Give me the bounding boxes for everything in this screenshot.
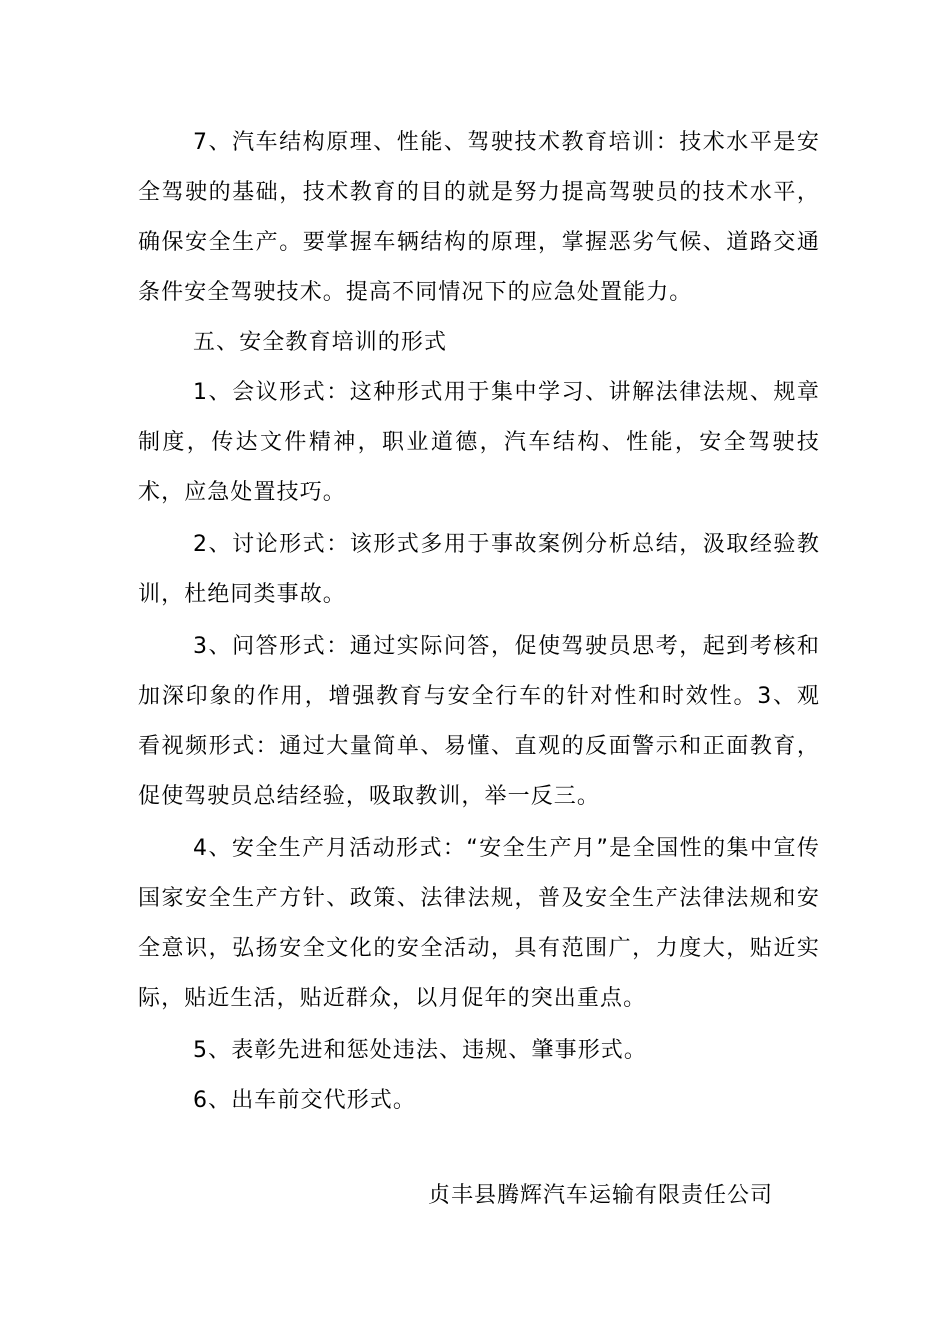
paragraph-6-pre-departure-form: 6、出车前交代形式。 — [193, 1088, 416, 1113]
section-heading-training-forms: 五、安全教育培训的形式 — [193, 330, 448, 355]
paragraph-5-commendation-form: 5、表彰先进和惩处违法、违规、肇事形式。 — [193, 1038, 647, 1063]
document-body — [138, 118, 820, 1126]
paragraph-1-meeting-form: 1、会议形式：这种形式用于集中学习、讲解法律法规、规章制度，传达文件精神，职业道德，汽车结构、性能，安全驾驶技术，应急处置技巧。 — [138, 380, 820, 505]
paragraph-7-vehicle-training: 7、汽车结构原理、性能、驾驶技术教育培训：技术水平是安全驾驶的基础，技术教育的目的就是努力提高驾驶员的技术水平，确保安全生产。要掌握车辆结构的原理，掌握恶劣气候、道路交通条件安全驾驶技术。提高不同情况下的应急处置能力。 — [138, 130, 820, 305]
company-signature: 贞丰县腾辉汽车运输有限责任公司 — [428, 1183, 774, 1208]
paragraph-3-qa-form: 3、问答形式：通过实际问答，促使驾驶员思考，起到考核和加深印象的作用，增强教育与安全行车的针对性和时效性。3、观看视频形式：通过大量简单、易懂、直观的反面警示和正面教育，促使驾驶员总结经验，吸取教训，举一反三。 — [138, 634, 820, 809]
paragraph-2-discussion-form: 2、讨论形式：该形式多用于事故案例分析总结，汲取经验教训，杜绝同类事故。 — [138, 532, 820, 607]
paragraph-4-safety-month-form: 4、安全生产月活动形式：“安全生产月”是全国性的集中宣传国家安全生产方针、政策、法律法规，普及安全生产法律法规和安全意识，弘扬安全文化的安全活动，具有范围广，力度大，贴近实际，贴近生活，贴近群众，以月促年的突出重点。 — [138, 836, 820, 1011]
